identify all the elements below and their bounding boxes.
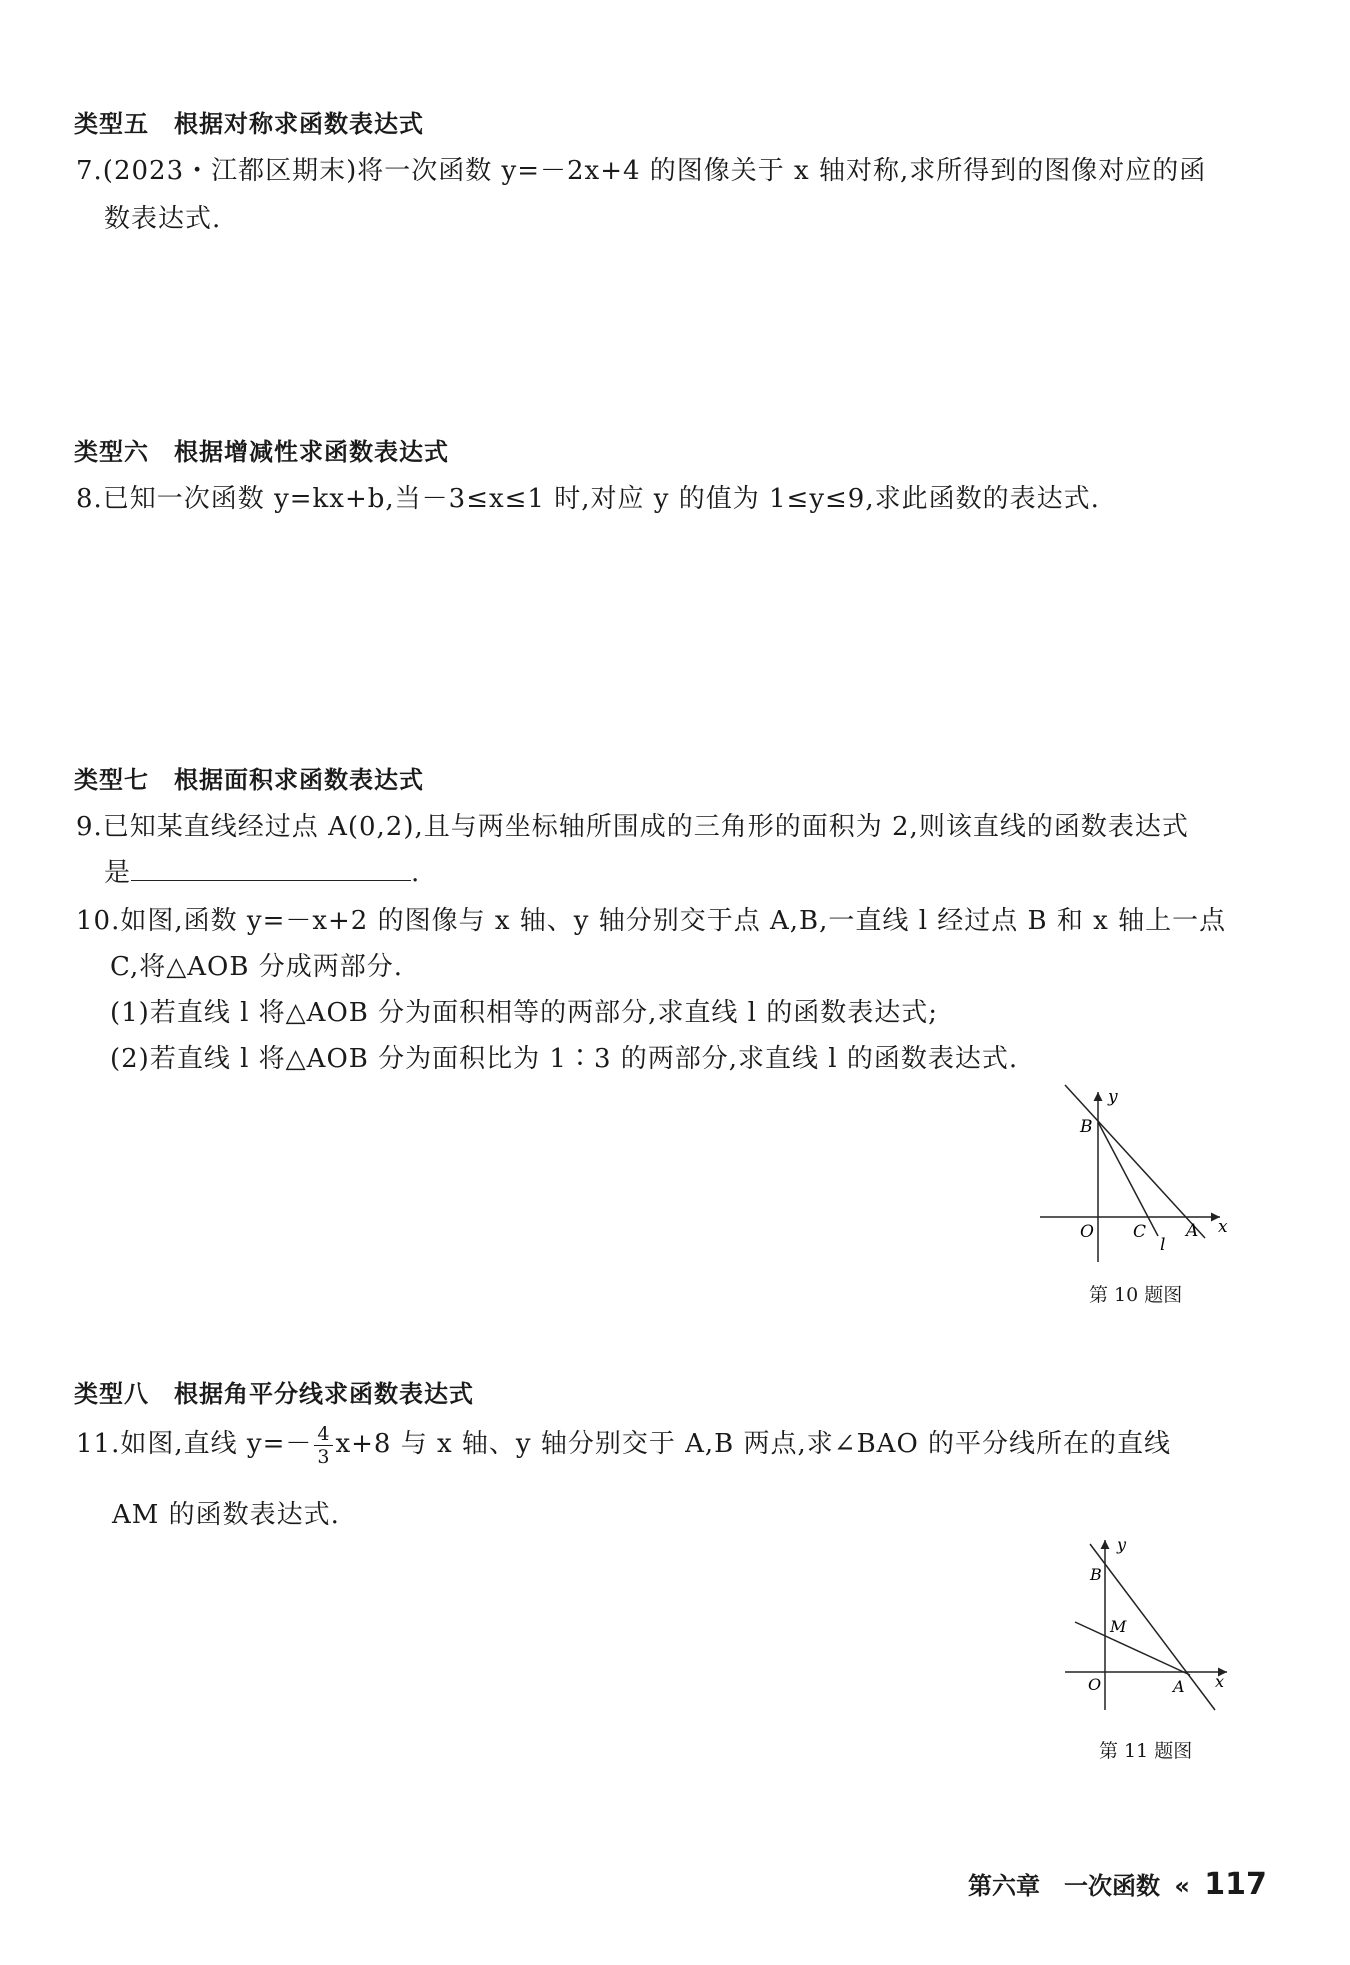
chapter-title: 第六章 一次函数	[968, 1872, 1160, 1900]
q10-figure	[1030, 1080, 1240, 1270]
q11-label-M: M	[1110, 1617, 1127, 1636]
q11-label-A: A	[1173, 1677, 1185, 1696]
section-heading-type5: 类型五 根据对称求函数表达式	[74, 110, 424, 138]
q11-line-AM	[1075, 1622, 1190, 1675]
q11-label-x: x	[1215, 1672, 1225, 1691]
q7-text-line2: 数表达式.	[104, 204, 222, 234]
q11-text-line1	[76, 1422, 1171, 1468]
q8-text-line1: 8.已知一次函数 y=kx+b,当－3≤x≤1 时,对应 y 的值为 1≤y≤9,求此函数的表达式.	[76, 484, 1100, 514]
q10-line-l	[1098, 1122, 1158, 1236]
q9-answer-blank[interactable]	[131, 858, 411, 881]
q10-text-line2: C,将△AOB 分成两部分.	[110, 952, 403, 982]
q10-part1: (1)若直线 l 将△AOB 分为面积相等的两部分,求直线 l 的函数表达式;	[110, 998, 939, 1028]
q11-text-line2: AM 的函数表达式.	[112, 1500, 340, 1530]
q10-line-AB	[1065, 1085, 1205, 1238]
page-footer	[968, 1866, 1267, 1902]
q11-figure	[1055, 1532, 1240, 1717]
q11-figure-caption: 第 11 题图	[1099, 1740, 1193, 1762]
q10-label-O: O	[1080, 1222, 1094, 1242]
q9-text-line1: 9.已知某直线经过点 A(0,2),且与两坐标轴所围成的三角形的面积为 2,则该直线的函数表达式	[76, 812, 1189, 842]
q10-part2: (2)若直线 l 将△AOB 分为面积比为 1∶3 的两部分,求直线 l 的函数表达式.	[110, 1044, 1019, 1074]
section-heading-type6: 类型六 根据增减性求函数表达式	[74, 438, 449, 466]
q10-label-C: C	[1133, 1222, 1147, 1242]
q11-line-AB	[1090, 1544, 1215, 1710]
q11-label-y: y	[1117, 1535, 1127, 1554]
q11-label-B: B	[1090, 1565, 1102, 1584]
q9-text-line2	[104, 852, 420, 889]
q9-prefix: 是	[104, 858, 132, 888]
q11-prefix: 11.如图,直线 y=－	[76, 1429, 313, 1459]
q10-label-B: B	[1080, 1117, 1093, 1137]
q10-figure-caption: 第 10 题图	[1089, 1284, 1183, 1306]
q11-label-O: O	[1088, 1675, 1102, 1694]
q11-suffix: x+8 与 x 轴、y 轴分别交于 A,B 两点,求∠BAO 的平分线所在的直线	[335, 1429, 1172, 1459]
q9-suffix: .	[411, 858, 421, 888]
chevron-left-double-icon: «	[1174, 1872, 1190, 1900]
q7-text-line1: 7.(2023・江都区期末)将一次函数 y=－2x+4 的图像关于 x 轴对称,求所得到的图像对应的函	[76, 156, 1207, 186]
q10-label-x: x	[1218, 1217, 1228, 1237]
q11-fraction	[314, 1423, 333, 1468]
section-heading-type8: 类型八 根据角平分线求函数表达式	[74, 1380, 474, 1408]
section-heading-type7: 类型七 根据面积求函数表达式	[74, 766, 424, 794]
q10-label-y: y	[1108, 1087, 1118, 1107]
page-number: 117	[1204, 1867, 1267, 1902]
q10-label-A: A	[1186, 1221, 1199, 1241]
q11-fraction-numerator: 4	[314, 1423, 333, 1446]
q11-fraction-denominator: 3	[317, 1445, 331, 1468]
q10-label-l: l	[1160, 1235, 1166, 1255]
q10-text-line1: 10.如图,函数 y=－x+2 的图像与 x 轴、y 轴分别交于点 A,B,一直线 l 经过点 B 和 x 轴上一点	[76, 906, 1227, 936]
